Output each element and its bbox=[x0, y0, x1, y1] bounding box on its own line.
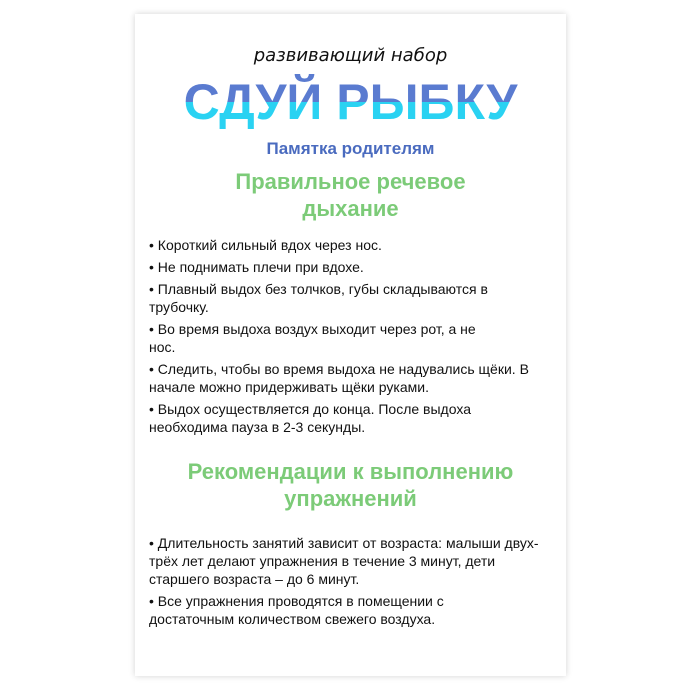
list-item: • Следить, чтобы во время выдоха не надувались щёки. В начале можно придерживать щёки руками. bbox=[149, 361, 529, 395]
list-item: • Во время выдоха воздух выходит через рот, а не нос. bbox=[149, 321, 476, 355]
instruction-card bbox=[135, 14, 566, 676]
product-title: СДУЙ РЫБКУ bbox=[149, 74, 552, 130]
list-item: • Короткий сильный вдох через нос. bbox=[149, 237, 382, 253]
list-item: • Все упражнения проводятся в помещении с достаточным количеством свежего воздуха. bbox=[149, 593, 444, 627]
list-item: • Выдох осуществляется до конца. После выдоха необходима пауза в 2-3 секунды. bbox=[149, 401, 471, 435]
memo-heading: Памятка родителям bbox=[266, 139, 435, 158]
section1-list bbox=[149, 236, 552, 440]
subtitle: развивающий набор bbox=[253, 45, 448, 66]
list-item: • Не поднимать плечи при вдохе. bbox=[149, 259, 364, 275]
section1-heading: Правильное речевое дыхание bbox=[235, 169, 466, 221]
section2-list bbox=[149, 534, 549, 632]
section2-heading: Рекомендации к выполнению упражнений bbox=[187, 459, 514, 511]
list-item: • Длительность занятий зависит от возраста: малыши двух-трёх лет делают упражнения в течение 3 минут, дети старшего возраста – до 6 минут. bbox=[149, 535, 539, 587]
list-item: • Плавный выдох без толчков, губы складываются в трубочку. bbox=[149, 281, 488, 315]
